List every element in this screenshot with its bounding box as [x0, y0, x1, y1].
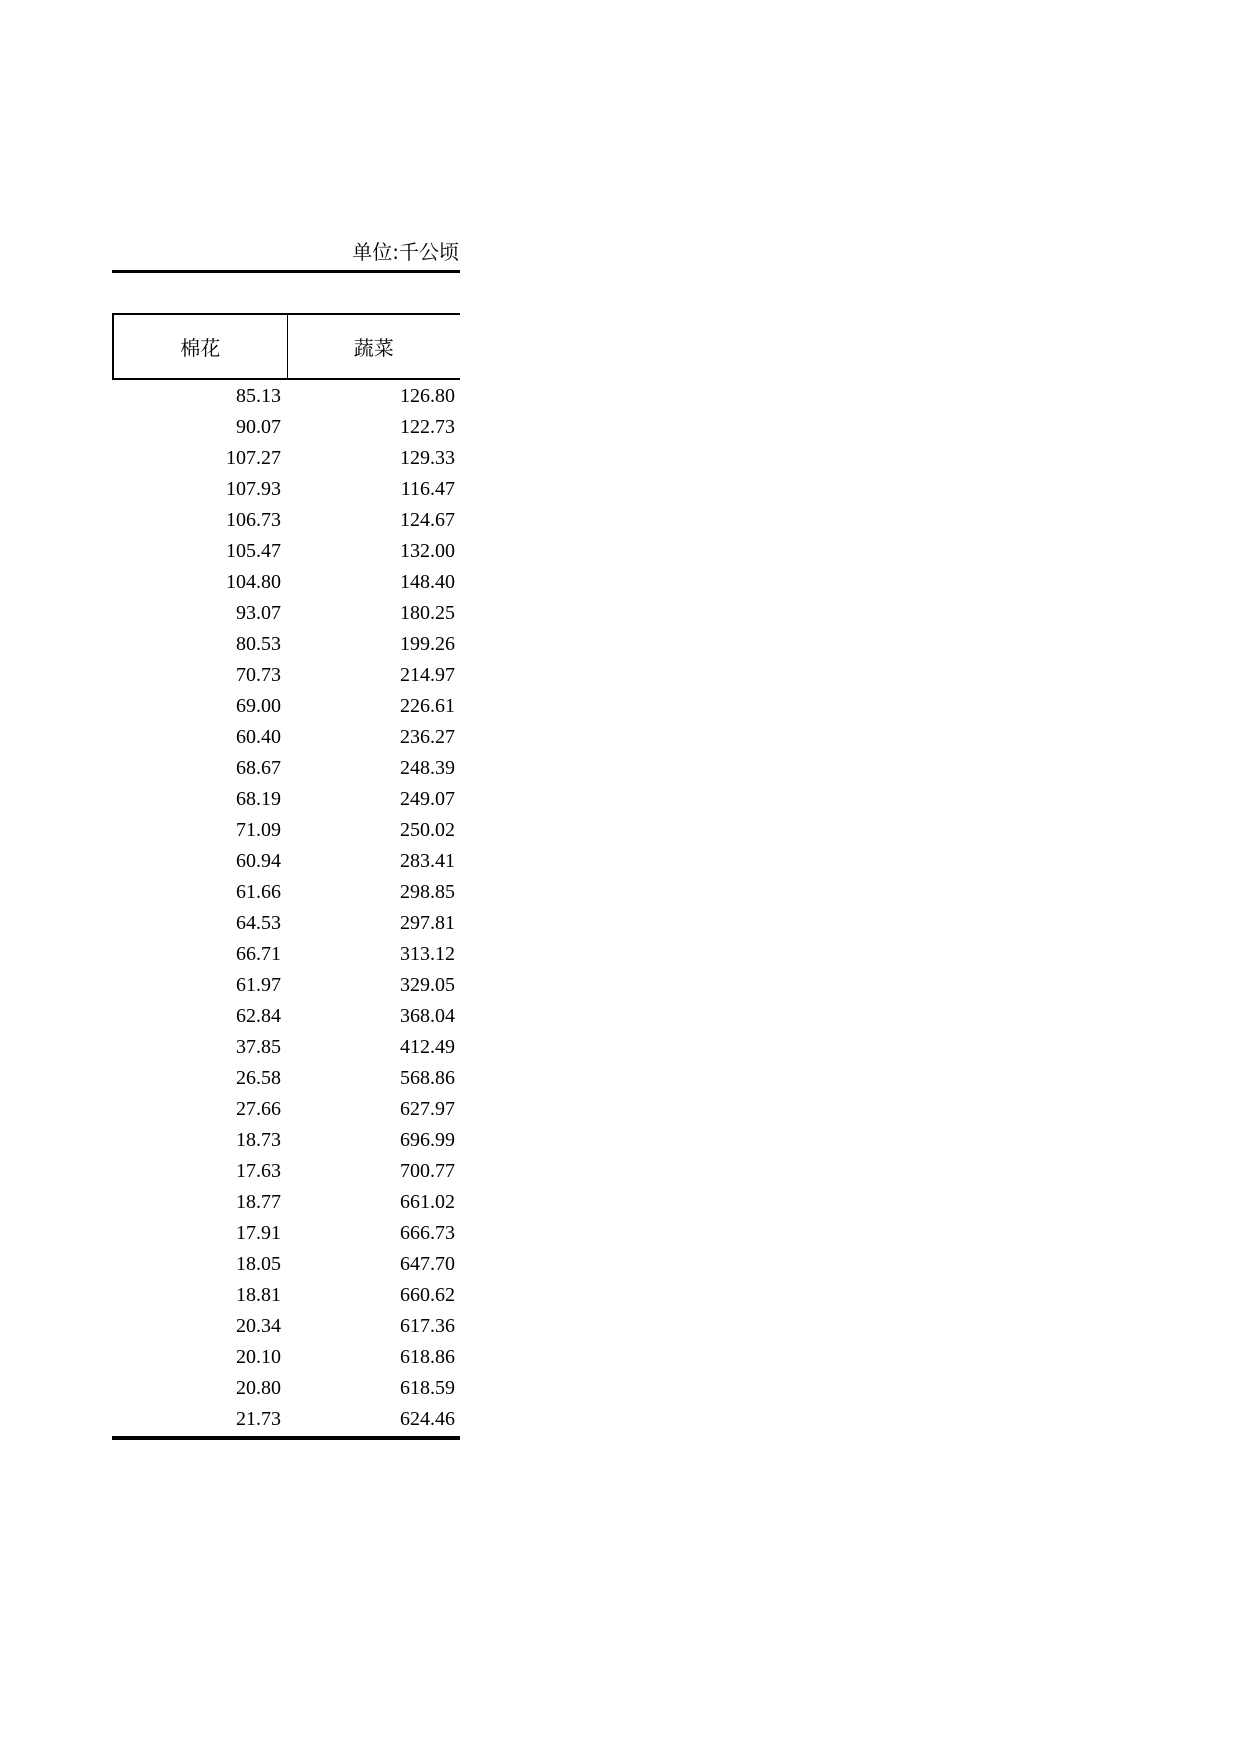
vegetables-cell: 116.47: [400, 478, 455, 500]
vegetables-cell: 148.40: [400, 571, 455, 593]
vegetables-cell: 226.61: [400, 695, 455, 717]
table-row: [112, 1001, 460, 1032]
table-row: [112, 381, 460, 412]
table-row: [112, 939, 460, 970]
table-row: [112, 908, 460, 939]
vegetables-cell: 624.46: [400, 1408, 455, 1430]
cotton-cell: 107.27: [226, 447, 281, 469]
vegetables-cell: 132.00: [400, 540, 455, 562]
table-header: [112, 313, 460, 380]
table-row: [112, 412, 460, 443]
table-row: [112, 1373, 460, 1404]
vegetables-cell: 313.12: [400, 943, 455, 965]
table-row: [112, 567, 460, 598]
table-row: [112, 1156, 460, 1187]
cotton-cell: 60.40: [236, 726, 281, 748]
table-row: [112, 629, 460, 660]
table-row: [112, 505, 460, 536]
vegetables-cell: 618.86: [400, 1346, 455, 1368]
cotton-cell: 93.07: [236, 602, 281, 624]
cotton-cell: 17.63: [236, 1160, 281, 1182]
vegetables-cell: 126.80: [400, 385, 455, 407]
cotton-cell: 18.77: [236, 1191, 281, 1213]
vegetables-cell: 568.86: [400, 1067, 455, 1089]
cotton-cell: 26.58: [236, 1067, 281, 1089]
vegetables-cell: 236.27: [400, 726, 455, 748]
table-row: [112, 691, 460, 722]
vegetables-cell: 329.05: [400, 974, 455, 996]
cotton-cell: 18.81: [236, 1284, 281, 1306]
vegetables-cell: 617.36: [400, 1315, 455, 1337]
cotton-cell: 106.73: [226, 509, 281, 531]
table-row: [112, 660, 460, 691]
cotton-cell: 68.67: [236, 757, 281, 779]
cotton-cell: 61.66: [236, 881, 281, 903]
vegetables-cell: 124.67: [400, 509, 455, 531]
table-row: [112, 1311, 460, 1342]
table-row: [112, 1280, 460, 1311]
table-row: [112, 846, 460, 877]
bottom-rule: [112, 1436, 460, 1440]
cotton-cell: 104.80: [226, 571, 281, 593]
vegetables-cell: 199.26: [400, 633, 455, 655]
vegetables-cell: 647.70: [400, 1253, 455, 1275]
table-row: [112, 1249, 460, 1280]
table-row: [112, 443, 460, 474]
cotton-cell: 69.00: [236, 695, 281, 717]
column-header-cotton: 棉花: [180, 336, 221, 360]
vegetables-cell: 412.49: [400, 1036, 455, 1058]
cotton-cell: 64.53: [236, 912, 281, 934]
cotton-cell: 20.34: [236, 1315, 281, 1337]
vegetables-cell: 627.97: [400, 1098, 455, 1120]
table-row: [112, 1125, 460, 1156]
cotton-cell: 68.19: [236, 788, 281, 810]
table-row: [112, 784, 460, 815]
vegetables-cell: 661.02: [400, 1191, 455, 1213]
vegetables-cell: 180.25: [400, 602, 455, 624]
cotton-cell: 85.13: [236, 385, 281, 407]
table-row: [112, 1218, 460, 1249]
cotton-cell: 107.93: [226, 478, 281, 500]
table-row: [112, 1063, 460, 1094]
vegetables-cell: 298.85: [400, 881, 455, 903]
vegetables-cell: 129.33: [400, 447, 455, 469]
cotton-cell: 71.09: [236, 819, 281, 841]
cotton-cell: 70.73: [236, 664, 281, 686]
table-body: [112, 381, 460, 1435]
table-row: [112, 1342, 460, 1373]
table-row: [112, 970, 460, 1001]
cotton-cell: 21.73: [236, 1408, 281, 1430]
table-row: [112, 536, 460, 567]
vegetables-cell: 660.62: [400, 1284, 455, 1306]
table-row: [112, 722, 460, 753]
vegetables-cell: 297.81: [400, 912, 455, 934]
cotton-cell: 17.91: [236, 1222, 281, 1244]
table-row: [112, 1094, 460, 1125]
vegetables-cell: 696.99: [400, 1129, 455, 1151]
table-row: [112, 1404, 460, 1435]
cotton-cell: 62.84: [236, 1005, 281, 1027]
vegetables-cell: 248.39: [400, 757, 455, 779]
vegetables-cell: 249.07: [400, 788, 455, 810]
cotton-cell: 80.53: [236, 633, 281, 655]
cotton-cell: 66.71: [236, 943, 281, 965]
vegetables-cell: 368.04: [400, 1005, 455, 1027]
cotton-cell: 20.80: [236, 1377, 281, 1399]
cotton-cell: 18.05: [236, 1253, 281, 1275]
cotton-cell: 105.47: [226, 540, 281, 562]
table-row: [112, 877, 460, 908]
cotton-cell: 61.97: [236, 974, 281, 996]
cotton-cell: 27.66: [236, 1098, 281, 1120]
table-row: [112, 815, 460, 846]
unit-label: 单位:千公顷: [352, 240, 459, 264]
vegetables-cell: 666.73: [400, 1222, 455, 1244]
vegetables-cell: 122.73: [400, 416, 455, 438]
table-row: [112, 753, 460, 784]
cotton-cell: 90.07: [236, 416, 281, 438]
table-row: [112, 598, 460, 629]
cotton-cell: 60.94: [236, 850, 281, 872]
column-header-vegetables: 蔬菜: [287, 315, 461, 378]
cotton-cell: 18.73: [236, 1129, 281, 1151]
table-row: [112, 474, 460, 505]
vegetables-cell: 250.02: [400, 819, 455, 841]
vegetables-cell: 214.97: [400, 664, 455, 686]
cotton-cell: 37.85: [236, 1036, 281, 1058]
vegetables-cell: 618.59: [400, 1377, 455, 1399]
vegetables-cell: 283.41: [400, 850, 455, 872]
top-rule: [112, 270, 460, 273]
vegetables-cell: 700.77: [400, 1160, 455, 1182]
cotton-cell: 20.10: [236, 1346, 281, 1368]
table-row: [112, 1187, 460, 1218]
table-row: [112, 1032, 460, 1063]
